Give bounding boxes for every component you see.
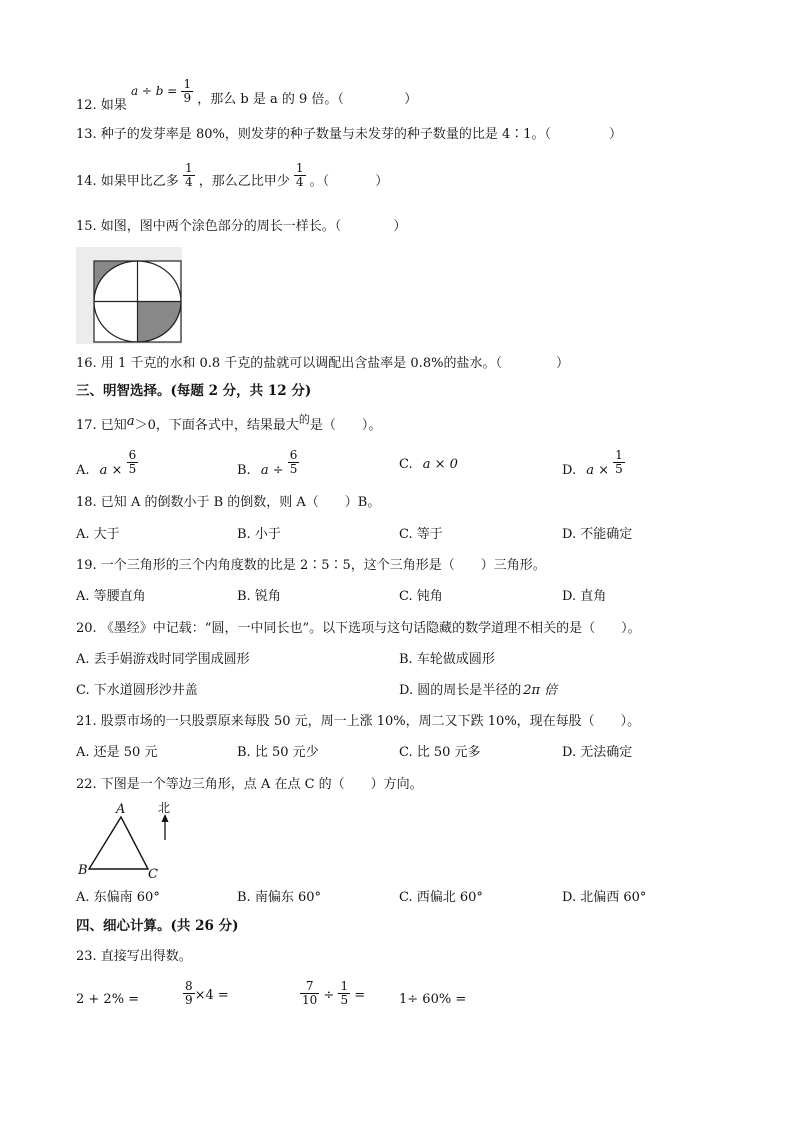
question-13: [76, 127, 622, 143]
q17-text3: 是（ ）。: [309, 418, 382, 433]
q14-a: 14. 如果甲比乙多: [76, 174, 179, 189]
q17-option-d: D. a × $\frac{1}{5}$: [562, 448, 623, 478]
q12-suffix: ，那么 b 是 a 的 9 倍。（: [197, 92, 344, 107]
q14-close: ）: [375, 174, 389, 189]
q12-denominator: 9: [183, 91, 192, 105]
q13-close: ）: [609, 127, 623, 142]
q22-option-d: D. 北偏西 60°: [562, 890, 647, 905]
q22-label-c: C: [148, 867, 158, 882]
q18-option-d: D. 不能确定: [562, 527, 633, 542]
q23-expr-4: 1÷ 60% =: [399, 992, 467, 1007]
q23-expr-3: $\frac{7}{10}$ ÷ $\frac{1}{5}$ =: [302, 979, 366, 1007]
q20-option-d: D. 圆的周长是半径的 2π 倍: [399, 683, 558, 698]
q15-text: 15. 如图，图中两个涂色部分的周长一样长。（: [76, 219, 342, 234]
q17-text2: ＞0，下面各式中，结果最大: [134, 418, 299, 433]
q19-option-d: D. 直角: [562, 589, 607, 604]
q14-num-2: 1: [295, 161, 304, 175]
question-22: 22. 下图是一个等边三角形，点 A 在点 C 的（ ）方向。: [76, 777, 423, 792]
section-3-heading: 三、明智选择。(每题 2 分，共 12 分): [76, 383, 312, 399]
q22-option-a: A. 东偏南 60°: [76, 890, 160, 905]
question-19: 19. 一个三角形的三个内角度数的比是 2∶5∶5，这个三角形是（ ）三角形。: [76, 558, 546, 573]
question-18: 18. 已知 A 的倒数小于 B 的倒数，则 A（ ）B。: [76, 495, 381, 510]
q15-close: ）: [393, 219, 407, 234]
q16-text: 16. 用 1 千克的水和 0.8 千克的盐就可以调配出含盐率是 0.8%的盐水。（: [76, 356, 502, 371]
q18-option-b: B. 小于: [237, 527, 281, 542]
q12-fraction: [182, 78, 192, 105]
q15-figure: [76, 247, 182, 344]
q20-option-a: A. 丢手娟游戏时同学围成圆形: [76, 652, 250, 667]
question-20: 20. 《墨经》中记载：“圆，一中同长也”。以下选项与这句话隐藏的数学道理不相关的是（ ）。: [76, 621, 641, 636]
q16-close: ）: [555, 356, 569, 371]
question-16: [76, 356, 569, 372]
q21-option-d: D. 无法确定: [562, 745, 633, 760]
q22-north-label: 北: [158, 801, 171, 815]
q19-option-a: A. 等腰直角: [76, 589, 146, 604]
q21-option-a: A. 还是 50 元: [76, 745, 158, 760]
q19-option-c: C. 钝角: [399, 589, 443, 604]
q14-den-1: 4: [184, 175, 193, 189]
q19-option-b: B. 锐角: [237, 589, 281, 604]
q17-text1: 17. 已知: [76, 418, 127, 433]
q22-label-b: B: [78, 863, 88, 878]
question-21: 21. 股票市场的一只股票原来每股 50 元，周一上涨 10%，周二又下跌 10%，现在每股（ ）。: [76, 714, 641, 729]
q14-c: 。（: [309, 174, 330, 189]
section-4-heading: 四、细心计算。(共 26 分): [76, 918, 239, 934]
question-17: [76, 413, 382, 434]
q21-option-b: B. 比 50 元少: [237, 745, 319, 760]
question-15: [76, 219, 406, 235]
q12-expr: a ÷ b =: [130, 84, 178, 98]
q20-option-b: B. 车轮做成圆形: [399, 652, 495, 667]
q23-expr-2: $\frac{8}{9}$ ×4 =: [185, 979, 229, 1007]
q14-fraction-2: [295, 162, 305, 189]
q23-expr-1: 2 + 2% =: [76, 992, 140, 1007]
question-23: 23. 直接写出得数。: [76, 949, 192, 964]
q22-figure: [76, 800, 186, 882]
q14-num-1: 1: [184, 161, 193, 175]
q22-option-b: B. 南偏东 60°: [237, 890, 321, 905]
q22-option-c: C. 西偏北 60°: [399, 890, 483, 905]
q12-numerator: 1: [183, 77, 192, 91]
q17-option-c: C. a × 0: [399, 457, 458, 472]
q18-option-a: A. 大于: [76, 527, 120, 542]
q17-var: a: [126, 414, 135, 429]
q14-den-2: 4: [295, 175, 304, 189]
q22-label-a: A: [116, 802, 126, 817]
question-14: [76, 162, 388, 189]
q17-option-a: A. a × $\frac{6}{5}$: [76, 448, 137, 478]
q13-text: 13. 种子的发芽率是 80%，则发芽的种子数量与未发芽的种子数量的比是 4∶1。（: [76, 127, 552, 142]
q12-close: ）: [404, 92, 418, 107]
q14-fraction-1: [184, 162, 194, 189]
question-12: [76, 77, 418, 113]
q18-option-c: C. 等于: [399, 527, 443, 542]
q17-sup: 的: [298, 413, 310, 426]
q17-option-b: B. a ÷ $\frac{6}{5}$: [237, 448, 298, 478]
q12-prefix: 12. 如果: [76, 98, 127, 113]
q14-b: ，那么乙比甲少: [198, 174, 290, 189]
q20-option-c: C. 下水道圆形沙井盖: [76, 683, 198, 698]
q21-option-c: C. 比 50 元多: [399, 745, 481, 760]
